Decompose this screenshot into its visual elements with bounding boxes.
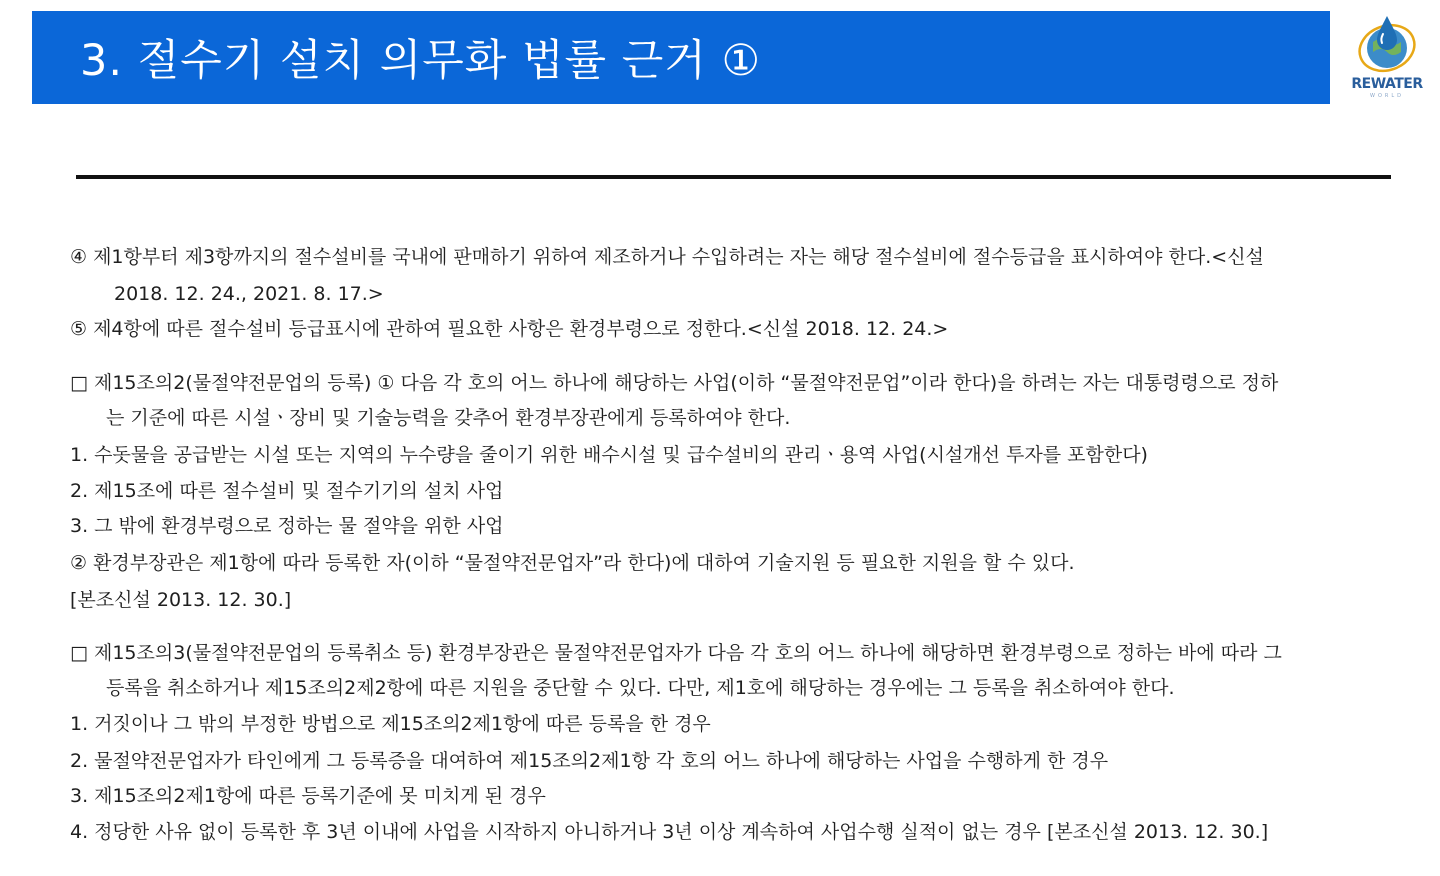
article-15-2-item-3: 3. 그 밖에 환경부령으로 정하는 물 절약을 위한 사업 <box>70 515 504 537</box>
article-15-3-item-4: 4. 정당한 사유 없이 등록한 후 3년 이내에 사업을 시작하지 아니하거나 3년 이상 계속하여 사업수행 실적이 없는 경우 [본조신설 2013. 12. 30.] <box>70 821 1269 843</box>
paragraph-4: ④ 제1항부터 제3항까지의 절수설비를 국내에 판매하기 위하여 제조하거나 수입하려는 자는 해당 절수설비에 절수등급을 표시하여야 한다.<신설 <box>70 246 1264 268</box>
article-15-2-item-1: 1. 수돗물을 공급받는 시설 또는 지역의 누수량을 줄이기 위한 배수시설 및 급수설비의 관리ㆍ용역 사업(시설개선 투자를 포함한다) <box>70 444 1148 466</box>
article-15-3-item-1: 1. 거짓이나 그 밖의 부정한 방법으로 제15조의2제1항에 따른 등록을 한 경우 <box>70 713 711 735</box>
article-15-3-heading: □ 제15조의3(물절약전문업의 등록취소 등) 환경부장관은 물절약전문업자가 다음 각 호의 어느 하나에 해당하면 환경부령으로 정하는 바에 따라 그 <box>70 642 1282 664</box>
paragraph-4-continued: 2018. 12. 24., 2021. 8. 17.> <box>114 283 384 305</box>
article-15-2-enactment: [본조신설 2013. 12. 30.] <box>70 589 292 611</box>
logo-subtitle: WORLD <box>1370 93 1404 99</box>
article-15-2-item-2: 2. 제15조에 따른 절수설비 및 절수기기의 설치 사업 <box>70 480 504 502</box>
article-15-2-continued: 는 기준에 따른 시설ㆍ장비 및 기술능력을 갖추어 환경부장관에게 등록하여야 한다. <box>106 407 791 429</box>
logo <box>1345 12 1429 102</box>
divider-rule <box>76 175 1391 179</box>
article-15-2-paragraph-2: ② 환경부장관은 제1항에 따라 등록한 자(이하 “물절약전문업자”라 한다)에 대하여 기술지원 등 필요한 지원을 할 수 있다. <box>70 552 1075 574</box>
article-15-3-item-3: 3. 제15조의2제1항에 따른 등록기준에 못 미치게 된 경우 <box>70 785 546 807</box>
title-bar <box>32 11 1330 104</box>
paragraph-5: ⑤ 제4항에 따른 절수설비 등급표시에 관하여 필요한 사항은 환경부령으로 정한다.<신설 2018. 12. 24.> <box>70 318 949 340</box>
article-15-3-continued: 등록을 취소하거나 제15조의2제2항에 따른 지원을 중단할 수 있다. 다만, 제1호에 해당하는 경우에는 그 등록을 취소하여야 한다. <box>106 677 1175 699</box>
page-title: 3. 절수기 설치 의무화 법률 근거 ① <box>80 36 762 86</box>
article-15-2-heading: □ 제15조의2(물절약전문업의 등록) ① 다음 각 호의 어느 하나에 해당하는 사업(이하 “물절약전문업”이라 한다)을 하려는 자는 대통령령으로 정하 <box>70 372 1279 394</box>
article-15-3-item-2: 2. 물절약전문업자가 타인에게 그 등록증을 대여하여 제15조의2제1항 각 호의 어느 하나에 해당하는 사업을 수행하게 한 경우 <box>70 750 1109 772</box>
logo-wordmark: REWATER <box>1351 76 1423 92</box>
water-drop-globe-icon <box>1355 12 1419 76</box>
